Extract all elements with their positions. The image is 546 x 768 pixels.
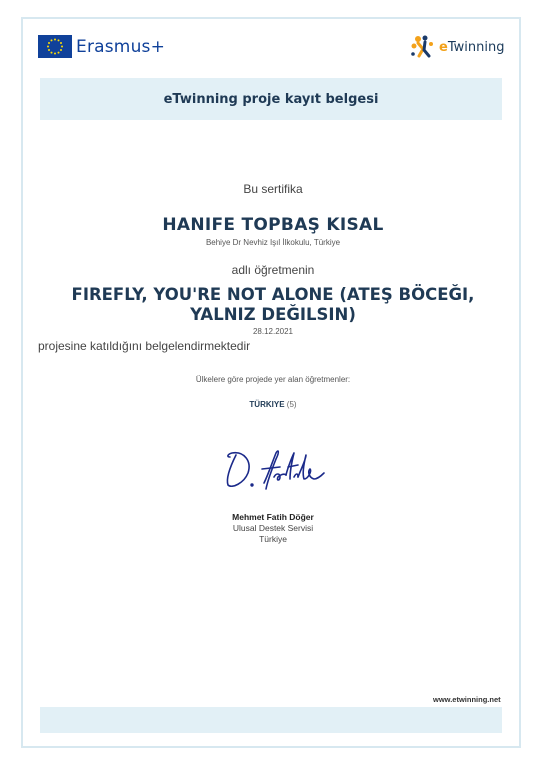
etwinning-wordmark-prefix: e — [439, 39, 448, 55]
etwinning-wordmark-rest: Twinning — [447, 39, 505, 55]
role-text: adlı öğretmenin — [231, 263, 315, 277]
intro-text: Bu sertifika — [243, 182, 303, 196]
certificate-title: eTwinning proje kayıt belgesi — [163, 91, 379, 107]
header-band — [40, 78, 502, 120]
erasmus-wordmark: Erasmus+ — [76, 36, 166, 57]
certificate-date: 28.12.2021 — [252, 327, 294, 336]
etwinning-wordmark — [439, 40, 504, 55]
country-name: TÜRKIYE — [249, 400, 285, 409]
etwinning-logo — [409, 34, 504, 60]
country-entry — [30, 400, 516, 409]
signatory-role: Ulusal Destek Servisi — [232, 523, 314, 533]
signatory-name: Mehmet Fatih Döğer — [232, 512, 314, 522]
etwinning-people-icon — [409, 34, 437, 60]
teacher-name: HANIFE TOPBAŞ KISAL — [162, 215, 384, 235]
website-link[interactable]: www.etwinning.net — [433, 695, 501, 704]
countries-intro: Ülkelere göre projede yer alan öğretmenler: — [195, 375, 351, 384]
signatory-country: Türkiye — [259, 534, 287, 544]
eu-flag-icon — [38, 35, 72, 58]
signature-image — [218, 445, 328, 495]
country-teacher-count: (5) — [286, 400, 297, 409]
school-name: Behiye Dr Nevhiz Işıl İlkokulu, Türkiye — [205, 238, 341, 247]
erasmus-logo — [38, 35, 165, 58]
project-title: FIREFLY, YOU'RE NOT ALONE (ATEŞ BÖCEĞI, YALNIZ DEĞILSIN) — [71, 285, 475, 324]
statement-text: projesine katıldığını belgelendirmektedir — [38, 339, 251, 353]
footer-band — [40, 707, 502, 733]
